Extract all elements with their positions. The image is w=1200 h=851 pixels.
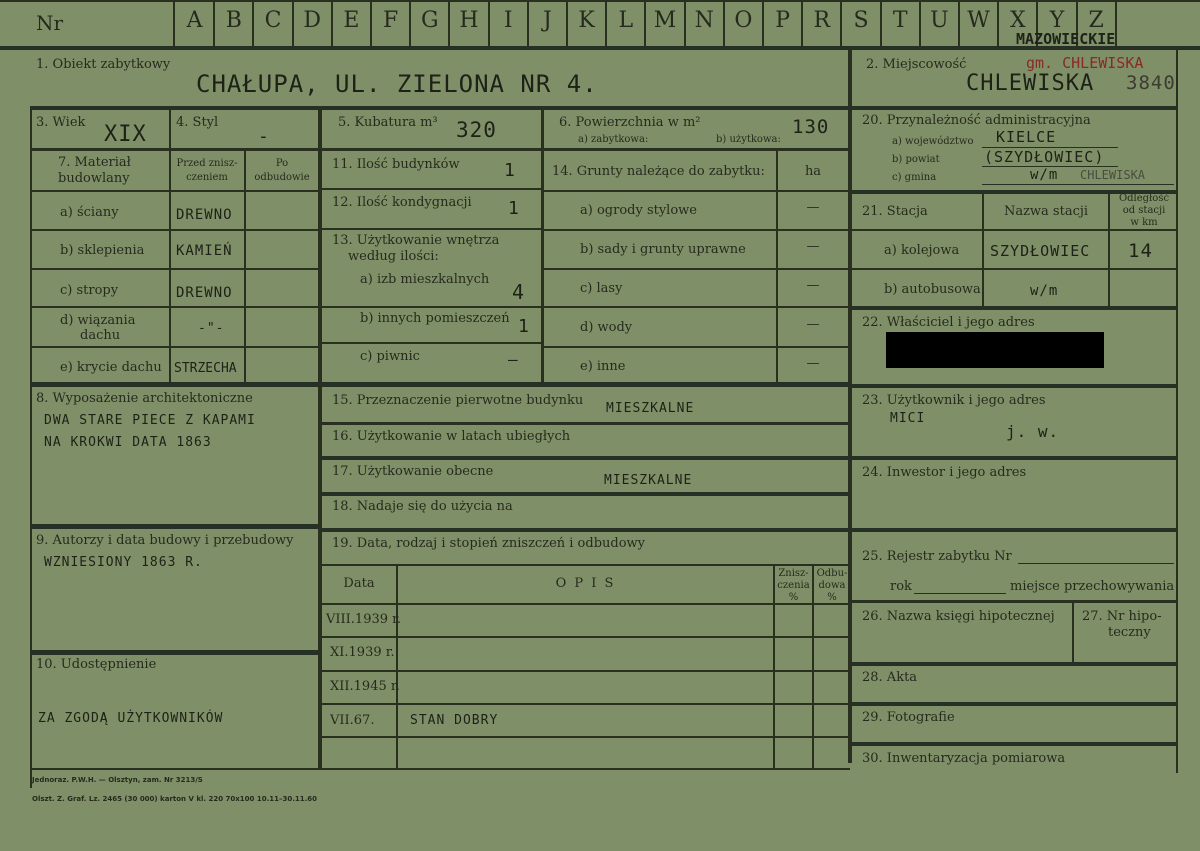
f21-b-label: b) autobusowa xyxy=(884,282,981,297)
footer-line-1: Jednoraz. P.W.H. — Olsztyn, zam. Nr 3213/S xyxy=(32,776,203,784)
f30-label: 30. Inwentaryzacja pomiarowa xyxy=(862,751,1066,766)
f12-value: 1 xyxy=(508,198,520,219)
f19-col-reb-2: dowa xyxy=(818,580,846,591)
index-letter-y: Y xyxy=(1049,8,1065,33)
index-letter-r: R xyxy=(813,8,831,33)
index-letter-z: Z xyxy=(1088,8,1104,33)
f11-rule xyxy=(320,188,544,190)
f3-label: 3. Wiek xyxy=(36,115,86,130)
f20-label: 20. Przynależność administracyjna xyxy=(862,113,1091,128)
f21-bottom-rule xyxy=(852,306,1178,310)
f19-rule-2 xyxy=(322,670,850,672)
f19-col-dmg-1: Znisz- xyxy=(778,568,809,579)
f25-rok-dots xyxy=(914,593,1006,594)
f13-c-value: – xyxy=(508,350,519,369)
f20-pow-value: (SZYDŁOWIEC) xyxy=(984,148,1105,166)
f6-value-b: 130 xyxy=(792,116,830,138)
f19-col-dmg-2: czenia xyxy=(777,580,810,591)
f24-bottom-rule xyxy=(852,528,1178,532)
f14-rule-2 xyxy=(544,268,850,270)
index-letter-u: U xyxy=(930,8,949,33)
f9-label: 9. Autorzy i data budowy i przebudowy xyxy=(36,533,294,548)
row1-rule-right xyxy=(852,106,1178,110)
f20-gm-dots xyxy=(982,184,1174,185)
header-top-rule xyxy=(0,0,1200,2)
index-letter-l: L xyxy=(618,8,634,33)
f14-rule-4 xyxy=(544,346,850,348)
f20-gm-value: w/m xyxy=(1030,167,1059,183)
f7-rule-1 xyxy=(30,229,320,231)
f20-woj-value: KIELCE xyxy=(996,128,1057,146)
f14-row-forest-value: — xyxy=(806,278,820,293)
f7-label-2: budowlany xyxy=(58,171,130,186)
f1-value: CHAŁUPA, UL. ZIELONA NR 4. xyxy=(196,70,598,98)
nr-label: Nr xyxy=(36,11,64,35)
f2-value: CHLEWISKA xyxy=(966,71,1095,96)
f13-a-value: 4 xyxy=(512,280,526,304)
f20-gm-label: c) gmina xyxy=(892,172,937,183)
f14-row-garden-label: a) ogrody stylowe xyxy=(580,203,697,218)
f13-rule-b xyxy=(320,342,544,344)
f13-b-label: b) innych pomieszczeń xyxy=(360,311,510,326)
f17-rule xyxy=(320,492,850,496)
f8-line1: DWA STARE PIECE Z KAPAMI xyxy=(44,413,256,428)
right-column-divider xyxy=(848,48,852,763)
f9-bottom-rule xyxy=(30,650,320,655)
f19-row-desc-4: STAN DOBRY xyxy=(410,713,499,728)
f19-rule-1 xyxy=(322,636,850,638)
index-letter-i: I xyxy=(503,8,513,33)
f14-row-other-value: — xyxy=(806,356,820,371)
f7-row-value-ceilings: DREWNO xyxy=(176,285,233,301)
f7-label-1: 7. Materiał xyxy=(58,155,131,170)
f25-miejsce: miejsce przechowywania xyxy=(1010,579,1175,594)
f10-bottom-rule xyxy=(30,768,320,770)
f25-dots xyxy=(1018,563,1174,564)
f13-b-value: 1 xyxy=(518,316,530,337)
footer-line-2: Olszt. Z. Graf. Lz. 2465 (30 000) karton V kl. 220 70x100 10.11–30.11.60 xyxy=(32,795,318,803)
f8-line2: NA KROKWI DATA 1863 xyxy=(44,435,212,450)
f19-row-date-4: VII.67. xyxy=(330,713,375,728)
index-letter-d: D xyxy=(303,8,321,33)
f14-row-orchard-label: b) sady i grunty uprawne xyxy=(580,242,746,257)
f11-value: 1 xyxy=(504,160,516,181)
region-stamp: MAZOWIECKIE xyxy=(1016,30,1116,48)
f16-rule xyxy=(320,456,850,460)
f6-sub-a: a) zabytkowa: xyxy=(578,134,649,145)
f14-rule-1 xyxy=(544,229,850,231)
f6-sub-b: b) użytkowa: xyxy=(716,134,781,145)
f14-header-rule xyxy=(544,190,850,192)
f7-row-label-walls: a) ściany xyxy=(60,205,119,220)
f10-value: ZA ZGODĄ UŻYTKOWNIKÓW xyxy=(38,711,224,726)
f14-row-forest-label: c) lasy xyxy=(580,281,623,296)
f17-label: 17. Użytkowanie obecne xyxy=(332,464,494,479)
f12-rule xyxy=(320,228,544,230)
f3-value: XIX xyxy=(104,122,147,147)
f19-col-reb-1: Odbu- xyxy=(816,568,848,579)
f19-bottom-rule xyxy=(320,768,850,770)
f7-row-label-ceilings: c) stropy xyxy=(60,283,119,298)
f2-stamp: gm. CHLEWISKA xyxy=(1026,54,1144,72)
right-edge-rule xyxy=(1176,48,1178,773)
f21-col-name: Nazwa stacji xyxy=(1003,204,1089,219)
f21-col-dist-1: Odległość xyxy=(1118,193,1170,204)
index-letter-h: H xyxy=(459,8,479,33)
f7-row-label-roof-truss-2: dachu xyxy=(80,328,121,343)
index-letter-a: A xyxy=(186,8,203,33)
left-edge-rule xyxy=(30,108,32,788)
index-letter-g: G xyxy=(420,8,439,33)
f19-col-reb-3: % xyxy=(827,592,837,603)
row2-rule-mid xyxy=(320,148,850,151)
f23-value-2: j. w. xyxy=(1006,422,1060,441)
f23-bottom-rule xyxy=(852,456,1178,460)
f23-value-1: MICI xyxy=(890,411,926,426)
f26-f27-divider xyxy=(1072,602,1074,664)
f21-header-rule xyxy=(852,229,1178,231)
index-letter-n: N xyxy=(694,8,714,33)
f12-label: 12. Ilość kondygnacji xyxy=(332,195,472,210)
f7-row-value-roof-cover: STRZECHA xyxy=(174,361,237,376)
f28-bottom-rule xyxy=(852,702,1178,706)
f19-col-dmg-3: % xyxy=(788,592,799,603)
f21-col-dist-2: od stacji xyxy=(1122,205,1166,216)
f4-value: - xyxy=(258,126,270,147)
row1-rule-left xyxy=(30,106,850,110)
index-letter-c: C xyxy=(264,8,282,33)
f29-label: 29. Fotografie xyxy=(862,710,955,725)
f2-label: 2. Miejscowość xyxy=(866,57,967,72)
index-letter-p: P xyxy=(775,8,790,33)
f14-row-orchard-value: — xyxy=(806,239,820,254)
f7-rule-3 xyxy=(30,306,320,308)
f7-row-value-vaults: KAMIEŃ xyxy=(176,243,233,259)
f13-label-2: według ilości: xyxy=(348,249,439,264)
f1-label: 1. Obiekt zabytkowy xyxy=(36,57,171,72)
f15-value: MIESZKALNE xyxy=(606,401,695,416)
f23-label: 23. Użytkownik i jego adres xyxy=(862,393,1046,408)
f8-label: 8. Wyposażenie architektoniczne xyxy=(36,391,253,406)
f27-bottom-rule xyxy=(852,662,1178,666)
f13-a-label: a) izb mieszkalnych xyxy=(360,272,490,287)
f7-col-after-1: Po xyxy=(275,158,289,169)
f21-rule xyxy=(852,268,1178,270)
f7-row-label-roof-truss-1: d) wiązania xyxy=(60,313,136,328)
f22-bottom-rule xyxy=(852,384,1178,388)
f5-value: 320 xyxy=(456,118,497,142)
f20-gm-stamp: CHLEWISKA xyxy=(1080,168,1146,182)
f27-label-2: teczny xyxy=(1108,625,1151,640)
index-letter-f: F xyxy=(382,8,399,33)
f14-row-water-label: d) wody xyxy=(580,320,633,335)
f14-label: 14. Grunty należące do zabytku: xyxy=(552,164,765,179)
f19-row-date-3: XII.1945 r. xyxy=(330,679,400,694)
index-letter-x: X xyxy=(1009,8,1026,33)
index-letter-j: J xyxy=(542,8,552,33)
f9-value: WZNIESIONY 1863 R. xyxy=(44,555,203,570)
f19-label: 19. Data, rodzaj i stopień zniszczeń i odbudowy xyxy=(332,536,646,551)
f28-label: 28. Akta xyxy=(862,670,918,685)
f21-label: 21. Stacja xyxy=(862,204,928,219)
f7-col-before-2: czeniem xyxy=(186,172,228,183)
f13-label-1: 13. Użytkowanie wnętrza xyxy=(332,233,500,248)
f19-row-date-1: VIII.1939 r. xyxy=(326,612,402,627)
f21-a-label: a) kolejowa xyxy=(884,243,960,258)
f16-label: 16. Użytkowanie w latach ubiegłych xyxy=(332,429,571,444)
f7-row-label-vaults: b) sklepienia xyxy=(60,243,145,258)
f14-unit: ha xyxy=(804,164,822,179)
f7-row-value-walls: DREWNO xyxy=(176,207,233,223)
f13-c-label: c) piwnic xyxy=(360,349,420,364)
f19-header-rule xyxy=(322,603,850,605)
f20-pow-label: b) powiat xyxy=(892,154,940,165)
row2-rule-left xyxy=(30,148,320,151)
f21-a-name: SZYDŁOWIEC xyxy=(990,242,1091,260)
f26-label: 26. Nazwa księgi hipotecznej xyxy=(862,609,1055,624)
f21-col-dist-3: w km xyxy=(1130,217,1158,228)
f18-rule xyxy=(320,528,850,532)
f19-header-top-rule xyxy=(322,564,850,566)
index-letter-m: M xyxy=(653,8,677,33)
f18-label: 18. Nadaje się do użycia na xyxy=(332,499,513,514)
f14-row-garden-value: — xyxy=(806,200,820,215)
f10-label: 10. Udostępnienie xyxy=(36,657,157,672)
index-letter-w: W xyxy=(967,8,990,33)
f14-row-water-value: — xyxy=(806,317,820,332)
index-letter-b: B xyxy=(225,8,242,33)
f5-label: 5. Kubatura m³ xyxy=(338,115,438,130)
f24-label: 24. Inwestor i jego adres xyxy=(862,465,1027,480)
f17-value: MIESZKALNE xyxy=(604,473,693,488)
f19-col-date: Data xyxy=(343,576,375,591)
f7-row-label-roof-cover: e) krycie dachu xyxy=(60,360,162,375)
f7-rule-2 xyxy=(30,268,320,270)
f22-label: 22. Właściciel i jego adres xyxy=(862,315,1035,330)
f25-rok: rok xyxy=(890,579,912,594)
owner-redaction xyxy=(886,332,1104,368)
f27-label-1: 27. Nr hipo- xyxy=(1082,609,1162,624)
f19-rule-4 xyxy=(322,736,850,738)
f2-code: 3840 xyxy=(1126,72,1176,94)
index-letter-t: T xyxy=(892,8,908,33)
f3-f4-divider xyxy=(169,110,171,150)
f29-bottom-rule xyxy=(852,742,1178,746)
f25-label: 25. Rejestr zabytku Nr xyxy=(862,549,1012,564)
f14-rule-3 xyxy=(544,306,850,308)
f19-rule-3 xyxy=(322,703,850,705)
row3-rule xyxy=(30,382,850,387)
f19-date-divider xyxy=(396,564,398,770)
f7-row-value-roof-truss: -"- xyxy=(198,321,225,336)
f7-col-before-1: Przed znisz- xyxy=(176,158,238,169)
f25-bottom-rule xyxy=(852,600,1178,603)
f20-woj-label: a) województwo xyxy=(892,136,974,147)
f15-rule xyxy=(320,422,850,425)
f7-header-rule xyxy=(30,190,320,192)
f19-row-date-2: XI.1939 r. xyxy=(330,645,395,660)
index-letter-k: K xyxy=(578,8,595,33)
f6-label: 6. Powierzchnia w m² xyxy=(559,115,701,130)
f7-rule-4 xyxy=(30,346,320,348)
index-letter-s: S xyxy=(853,8,869,33)
f14-row-other-label: e) inne xyxy=(580,359,626,374)
f4-label: 4. Styl xyxy=(176,115,219,130)
index-letter-e: E xyxy=(343,8,360,33)
f15-label: 15. Przeznaczenie pierwotne budynku xyxy=(332,393,584,408)
f8-bottom-rule xyxy=(30,524,320,529)
f21-a-dist: 14 xyxy=(1128,240,1153,262)
index-letter-o: O xyxy=(734,8,753,33)
f11-label: 11. Ilość budynków xyxy=(332,157,460,172)
f13-rule-a xyxy=(320,306,544,308)
f7-col-after-2: odbudowie xyxy=(254,172,310,183)
f21-b-name: w/m xyxy=(1030,283,1059,299)
f19-col-desc: O P I S xyxy=(555,576,616,591)
